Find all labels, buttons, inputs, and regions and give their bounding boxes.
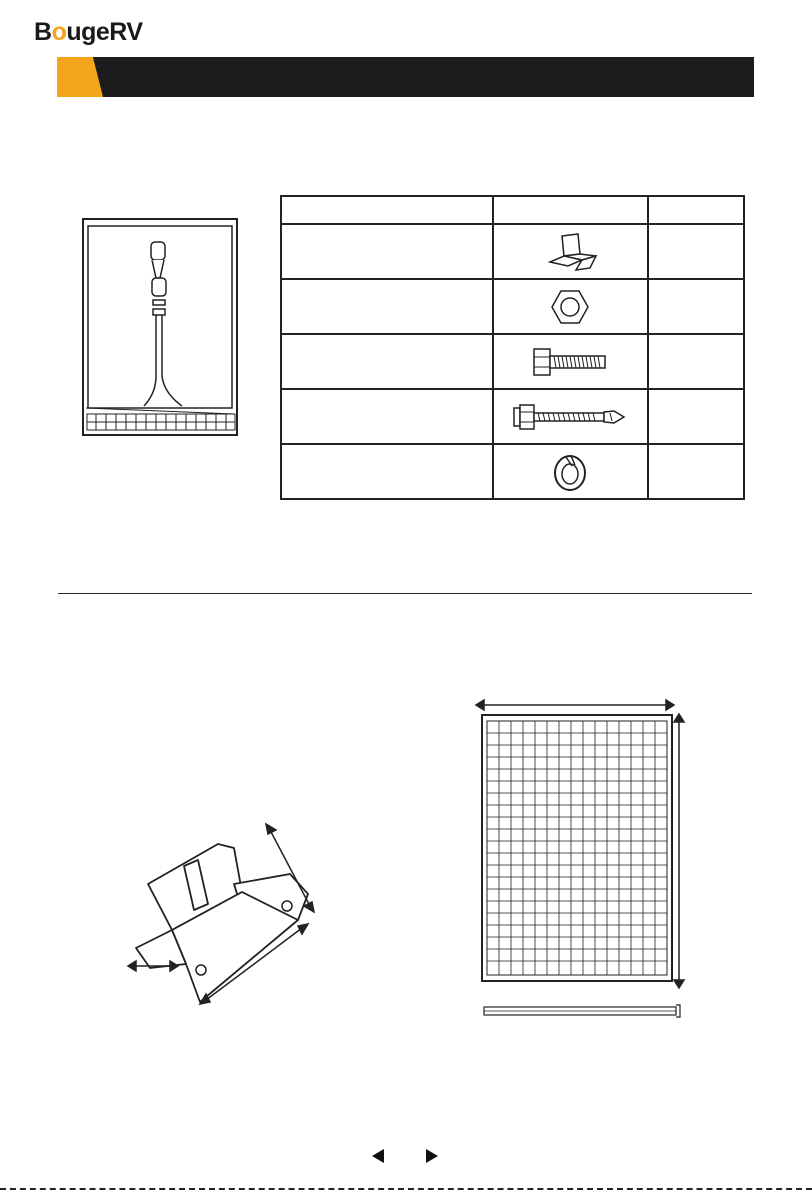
item-name-cell (281, 389, 493, 444)
item-icon-cell (493, 444, 647, 499)
self-tapping-screw-icon (512, 400, 628, 434)
bougerv-logo: BougeRV (34, 18, 143, 46)
item-qty-cell (648, 279, 744, 334)
page-footer-rule (0, 1188, 812, 1191)
item-qty-cell (648, 334, 744, 389)
table-row (281, 334, 744, 389)
item-qty-cell (648, 224, 744, 279)
item-qty-cell (648, 389, 744, 444)
item-icon-cell (493, 389, 647, 444)
item-name-cell (281, 224, 493, 279)
section-accent-tab (57, 57, 103, 97)
table-row (281, 279, 744, 334)
table-row (281, 389, 744, 444)
table-header-row (281, 196, 744, 224)
z-bracket-icon (538, 232, 602, 272)
column-header (281, 196, 493, 224)
item-icon-cell (493, 334, 647, 389)
table-row (281, 224, 744, 279)
z-bracket-dimension-drawing (122, 820, 322, 1010)
section-divider (58, 593, 752, 594)
accessories-table (280, 195, 745, 500)
item-name-cell (281, 334, 493, 389)
item-name-cell (281, 279, 493, 334)
item-qty-cell (648, 444, 744, 499)
column-header (493, 196, 647, 224)
section-header-band (57, 57, 754, 97)
next-page-button[interactable] (424, 1148, 440, 1164)
right-triangle-icon (424, 1148, 440, 1164)
hex-bolt-icon (532, 345, 608, 379)
previous-page-button[interactable] (370, 1148, 386, 1164)
item-icon-cell (493, 279, 647, 334)
spring-washer-icon (550, 451, 590, 493)
solar-panel-back-illustration (82, 218, 238, 436)
item-name-cell (281, 444, 493, 499)
column-header (648, 196, 744, 224)
solar-panel-dimension-drawing (474, 694, 694, 1024)
hex-nut-icon (550, 287, 590, 327)
left-triangle-icon (370, 1148, 386, 1164)
table-row (281, 444, 744, 499)
item-icon-cell (493, 224, 647, 279)
